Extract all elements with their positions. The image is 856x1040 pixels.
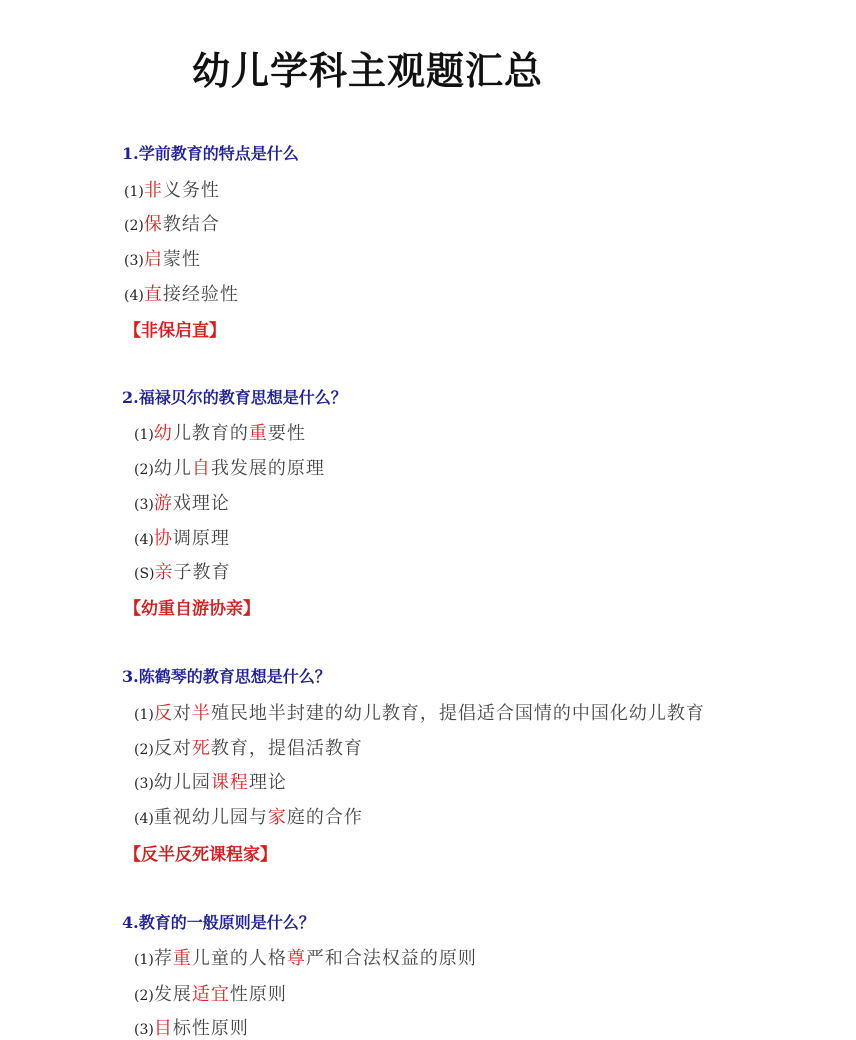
- page-title: 幼儿学科主观题汇总: [192, 49, 544, 93]
- question-title: 1.学前教育的特点是什么: [122, 144, 299, 163]
- list-item: (4)直接经验性: [124, 284, 239, 305]
- list-item: (3)目标性原则: [134, 1018, 249, 1039]
- list-item: (3)启蒙性: [124, 249, 201, 270]
- list-item: (2)反对死教育，提倡活教育: [134, 738, 363, 759]
- list-item: (1)幼儿教育的重要性: [134, 423, 306, 444]
- list-item: (2)保教结合: [124, 214, 220, 235]
- list-item: (1)非义务性: [124, 180, 220, 201]
- list-item: (2)发展适宜性原则: [134, 984, 287, 1005]
- list-item: (3)游戏理论: [134, 493, 230, 514]
- question-title: 2.福禄贝尔的教育思想是什么？: [122, 388, 347, 407]
- list-item: (4)重视幼儿园与家庭的合作: [134, 807, 363, 828]
- mnemonic: 【反半反死课程家】: [124, 845, 277, 865]
- list-item: (3)幼儿园课程理论: [134, 772, 287, 793]
- mnemonic: 【非保启直】: [124, 321, 226, 341]
- mnemonic: 【幼重自游协亲】: [124, 599, 260, 619]
- list-item: (1)反对半殖民地半封建的幼儿教育，提倡适合国情的中国化幼儿教育: [134, 703, 705, 724]
- list-item: (1)荐重儿童的人格尊严和合法权益的原则: [134, 948, 477, 969]
- question-title: 4.教育的一般原则是什么？: [122, 913, 315, 932]
- list-item: (4)协调原理: [134, 528, 230, 549]
- question-title: 3.陈鹤琴的教育思想是什么？: [122, 667, 331, 686]
- list-item: (2)幼儿自我发展的原理: [134, 458, 325, 479]
- list-item: (S)亲子教育: [134, 562, 231, 583]
